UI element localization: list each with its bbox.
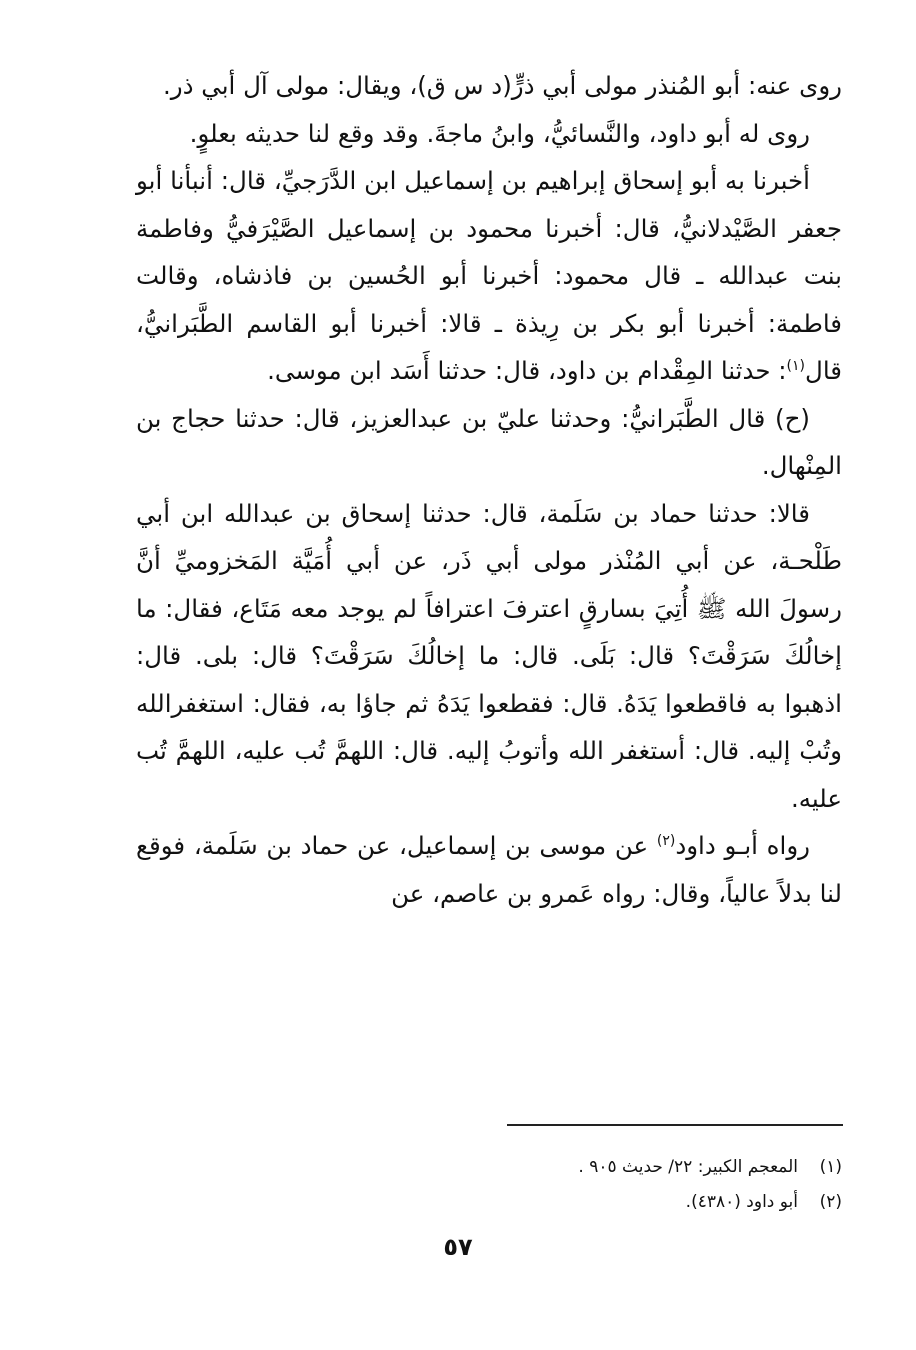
footnote-number: (١) bbox=[819, 1157, 842, 1177]
paragraph-narration-info bbox=[136, 110, 842, 158]
footnote-text: أبو داود (٤٣٨٠). bbox=[685, 1192, 798, 1212]
paragraph-isnad-1 bbox=[136, 157, 842, 395]
footnote-2 bbox=[136, 1185, 842, 1220]
footnotes bbox=[136, 1150, 842, 1220]
paragraph-takhrij bbox=[136, 822, 842, 917]
footnote-divider bbox=[507, 1124, 843, 1126]
main-text bbox=[136, 62, 842, 917]
paragraph-text: روى له أبو داود، والنَّسائيُّ، وابنُ ماجةَ. وقد وقع لنا حديثه بعلوٍ. bbox=[189, 118, 810, 148]
page-number: ٥٧ bbox=[443, 1233, 473, 1261]
paragraph-text: : حدثنا المِقْدام بن داود، قال: حدثنا أَسَد ابن موسى. bbox=[267, 356, 787, 385]
paragraph-text: أخبرنا به أبو إسحاق إبراهيم بن إسماعيل ابن الدَّرَجيِّ، قال: أنبأنا أبو جعفر الصَّيْدلانيُّ، قال: أخبرنا محمود بن إسماعيل الصَّيْرَفيُّ وفاطمة بنت عبدالله ـ قال محمود: أخبرنا أبو الحُسين بن فاذشاه، وقالت فاطمة: أخبرنا أبو بكر بن رِيذة ـ قالا: أخبرنا أبو القاسم الطَّبَرانيُّ، قال bbox=[136, 166, 842, 385]
footnote-ref-1[interactable]: (١) bbox=[786, 357, 806, 374]
paragraph-text: عن موسى بن إسماعيل، عن حماد بن سَلَمة، فوقع لنا بدلاً عالياً، وقال: رواه عَمرو بن عاصم، عن bbox=[136, 831, 842, 908]
paragraph-hadith-text bbox=[136, 490, 842, 823]
paragraph-isnad-2 bbox=[136, 395, 842, 490]
paragraph-narrators bbox=[136, 62, 842, 110]
footnote-text: المعجم الكبير: ٢٢/ حديث ٩٠٥ . bbox=[578, 1157, 798, 1177]
footnote-1 bbox=[136, 1150, 842, 1185]
paragraph-text: رواه أبـو داود bbox=[675, 831, 810, 860]
paragraph-text: قالا: حدثنا حماد بن سَلَمة، قال: حدثنا إسحاق بن عبدالله ابن أبي طَلْحـة، عن أبي المُنْذر مولى أبي ذَر، عن أبي أُمَيَّة المَخزوميِّ أنَّ رسولَ الله ﷺ أُتِيَ بسارقٍ اعترفَ اعترافاً لم يوجد معه مَتَاع، فقال: ما إخالُكَ سَرَقْتَ؟ قال: بَلَى. قال: ما إخالُكَ سَرَقْتَ؟ قال: بلى. قال: اذهبوا به فاقطعوا يَدَهُ. قال: فقطعوا يَدَهُ ثم جاؤا به، فقال: استغفرالله وتُبْ إليه. قال: أستغفر الله وأتوبُ إليه. قال: اللهمَّ تُب عليه، اللهمَّ تُب عليه. bbox=[136, 498, 842, 813]
footnote-number: (٢) bbox=[819, 1192, 842, 1212]
footnote-ref-2[interactable]: (٢) bbox=[656, 832, 676, 849]
paragraph-text: روى عنه: أبو المُنذر مولى أبي ذرٍّ(د س ق)، ويقال: مولى آل أبي ذر. bbox=[162, 71, 842, 100]
paragraph-text: (ح) قال الطَّبَرانيُّ: وحدثنا عليّ بن عبدالعزيز، قال: حدثنا حجاج بن المِنْهال. bbox=[136, 403, 842, 480]
